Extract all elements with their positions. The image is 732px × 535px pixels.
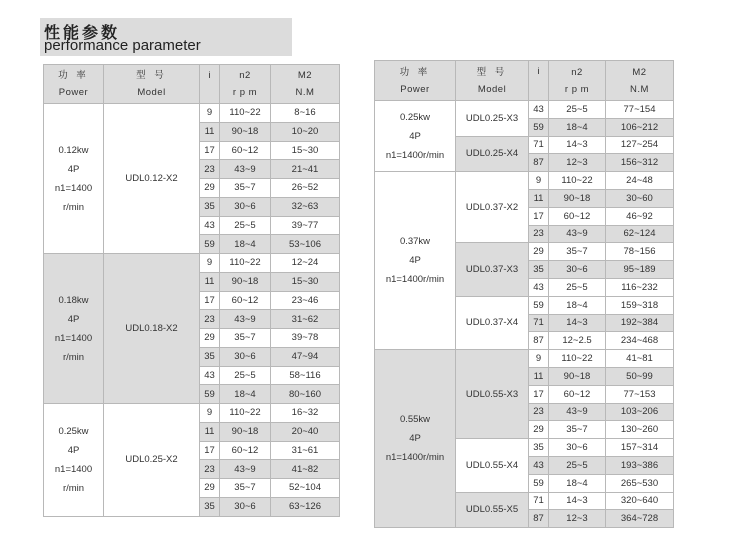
m2-cell: 192~384	[606, 314, 674, 332]
ratio-cell: 29	[200, 329, 220, 348]
n2-cell: 60~12	[549, 385, 606, 403]
performance-table-right	[374, 60, 674, 528]
m2-cell: 15~30	[271, 272, 340, 291]
ratio-cell: 17	[200, 291, 220, 310]
n2-cell: 35~7	[220, 179, 271, 198]
m2-cell: 12~24	[271, 254, 340, 273]
power-line: n1=1400r/min	[385, 149, 445, 161]
ratio-cell: 9	[529, 350, 549, 368]
power-line: n1=1400	[54, 332, 93, 344]
model-cell: UDL0.18-X2	[104, 254, 200, 404]
m2-cell: 39~77	[271, 216, 340, 235]
m2-cell: 31~61	[271, 441, 340, 460]
power-cell	[44, 404, 104, 517]
n2-cell: 110~22	[549, 350, 606, 368]
table-row	[375, 101, 674, 119]
power-line: r/min	[62, 201, 85, 213]
n2-cell: 14~3	[549, 136, 606, 154]
m2-cell: 53~106	[271, 235, 340, 254]
model-cell: UDL0.37-X3	[456, 243, 529, 296]
m2-cell: 32~63	[271, 197, 340, 216]
n2-cell: 90~18	[549, 189, 606, 207]
ratio-cell: 71	[529, 492, 549, 510]
ratio-header: i	[200, 65, 220, 104]
n2-cell: 14~3	[549, 314, 606, 332]
ratio-cell: 11	[200, 272, 220, 291]
n2-cell: 43~9	[549, 225, 606, 243]
n2-cell: 90~18	[549, 367, 606, 385]
ratio-cell: 29	[529, 421, 549, 439]
m2-cell: 31~62	[271, 310, 340, 329]
power-line: n1=1400	[54, 182, 93, 194]
ratio-cell: 59	[200, 235, 220, 254]
m2-cell: 39~78	[271, 329, 340, 348]
m2-cell: 106~212	[606, 118, 674, 136]
m2-cell: 8~16	[271, 104, 340, 123]
m2-cell: 20~40	[271, 422, 340, 441]
ratio-cell: 9	[200, 254, 220, 273]
ratio-cell: 59	[529, 118, 549, 136]
table-row	[44, 104, 340, 123]
ratio-cell: 87	[529, 510, 549, 528]
n2-cell: 30~6	[220, 497, 271, 516]
power-line: 0.25kw	[399, 111, 431, 123]
m2-cell: 265~530	[606, 474, 674, 492]
power-line: 0.18kw	[58, 294, 89, 306]
ratio-cell: 23	[529, 225, 549, 243]
n2-cell: 43~9	[220, 310, 271, 329]
n2-cell: 30~6	[220, 347, 271, 366]
m2-cell: 193~386	[606, 456, 674, 474]
power-line: 0.55kw	[399, 414, 431, 426]
m2-cell: 234~468	[606, 332, 674, 350]
ratio-cell: 11	[200, 122, 220, 141]
model-cell: UDL0.25-X4	[456, 136, 529, 172]
ratio-cell: 29	[529, 243, 549, 261]
power-line: r/min	[62, 351, 85, 363]
m2-cell: 52~104	[271, 479, 340, 498]
n2-cell: 12~3	[549, 154, 606, 172]
power-line: 4P	[67, 163, 80, 175]
n2-cell: 35~7	[549, 243, 606, 261]
model-cell: UDL0.37-X4	[456, 296, 529, 349]
power-line: 0.25kw	[58, 425, 89, 437]
model-header: 型 号 Model	[456, 61, 529, 101]
ratio-cell: 17	[529, 385, 549, 403]
ratio-cell: 23	[200, 160, 220, 179]
power-line: n1=1400r/min	[385, 452, 445, 464]
n2-cell: 18~4	[220, 385, 271, 404]
n2-cell: 43~9	[549, 403, 606, 421]
n2-cell: 35~7	[220, 329, 271, 348]
power-cell	[375, 172, 456, 350]
ratio-cell: 35	[529, 439, 549, 457]
m2-cell: 63~126	[271, 497, 340, 516]
m2-cell: 10~20	[271, 122, 340, 141]
power-line: 0.12kw	[58, 144, 89, 156]
ratio-cell: 59	[529, 296, 549, 314]
power-line: n1=1400	[54, 463, 93, 475]
ratio-cell: 11	[529, 189, 549, 207]
n2-cell: 25~5	[549, 456, 606, 474]
n2-cell: 110~22	[220, 254, 271, 273]
n2-cell: 43~9	[220, 460, 271, 479]
ratio-cell: 35	[200, 497, 220, 516]
n2-cell: 110~22	[220, 104, 271, 123]
ratio-cell: 59	[200, 385, 220, 404]
ratio-cell: 23	[529, 403, 549, 421]
table-body	[375, 101, 674, 528]
m2-cell: 159~318	[606, 296, 674, 314]
power-line: 4P	[67, 444, 80, 456]
ratio-cell: 43	[529, 456, 549, 474]
n2-cell: 43~9	[220, 160, 271, 179]
n2-cell: 12~2.5	[549, 332, 606, 350]
performance-table-left	[43, 64, 340, 517]
m2-header: M2 N.M	[271, 65, 340, 104]
m2-cell: 156~312	[606, 154, 674, 172]
m2-cell: 320~640	[606, 492, 674, 510]
m2-cell: 47~94	[271, 347, 340, 366]
n2-cell: 25~5	[549, 278, 606, 296]
table-body	[44, 104, 340, 517]
m2-cell: 364~728	[606, 510, 674, 528]
ratio-cell: 29	[200, 479, 220, 498]
m2-cell: 24~48	[606, 172, 674, 190]
section-header	[40, 18, 292, 56]
n2-cell: 35~7	[549, 421, 606, 439]
m2-cell: 16~32	[271, 404, 340, 423]
model-cell: UDL0.55-X3	[456, 350, 529, 439]
power-line: 4P	[409, 130, 421, 142]
m2-cell: 30~60	[606, 189, 674, 207]
m2-cell: 103~206	[606, 403, 674, 421]
m2-cell: 77~154	[606, 101, 674, 119]
n2-cell: 110~22	[220, 404, 271, 423]
ratio-cell: 9	[529, 172, 549, 190]
ratio-cell: 17	[529, 207, 549, 225]
m2-cell: 15~30	[271, 141, 340, 160]
power-cell	[375, 101, 456, 172]
ratio-cell: 11	[529, 367, 549, 385]
m2-cell: 50~99	[606, 367, 674, 385]
n2-cell: 60~12	[549, 207, 606, 225]
m2-cell: 78~156	[606, 243, 674, 261]
ratio-cell: 35	[529, 261, 549, 279]
n2-cell: 60~12	[220, 141, 271, 160]
n2-header: n2 r p m	[549, 61, 606, 101]
n2-cell: 25~5	[549, 101, 606, 119]
n2-cell: 60~12	[220, 441, 271, 460]
n2-cell: 30~6	[220, 197, 271, 216]
power-cell	[375, 350, 456, 528]
n2-cell: 14~3	[549, 492, 606, 510]
power-line: 0.37kw	[399, 236, 431, 248]
n2-cell: 12~3	[549, 510, 606, 528]
ratio-cell: 9	[200, 104, 220, 123]
m2-cell: 77~153	[606, 385, 674, 403]
power-line: 4P	[67, 313, 80, 325]
ratio-cell: 9	[200, 404, 220, 423]
ratio-cell: 23	[200, 310, 220, 329]
model-cell: UDL0.25-X2	[104, 404, 200, 517]
power-line: 4P	[409, 255, 421, 267]
n2-cell: 18~4	[549, 118, 606, 136]
ratio-cell: 71	[529, 136, 549, 154]
m2-cell: 23~46	[271, 291, 340, 310]
ratio-cell: 59	[529, 474, 549, 492]
ratio-header: i	[529, 61, 549, 101]
ratio-cell: 35	[200, 197, 220, 216]
n2-cell: 30~6	[549, 261, 606, 279]
ratio-cell: 43	[529, 278, 549, 296]
power-cell	[44, 104, 104, 254]
n2-cell: 18~4	[220, 235, 271, 254]
n2-cell: 110~22	[549, 172, 606, 190]
model-cell: UDL0.37-X2	[456, 172, 529, 243]
power-cell	[44, 254, 104, 404]
title-chinese: 性能参数	[44, 25, 121, 42]
ratio-cell: 87	[529, 154, 549, 172]
m2-cell: 26~52	[271, 179, 340, 198]
n2-cell: 35~7	[220, 479, 271, 498]
ratio-cell: 35	[200, 347, 220, 366]
n2-cell: 30~6	[549, 439, 606, 457]
m2-cell: 41~81	[606, 350, 674, 368]
model-cell: UDL0.55-X4	[456, 439, 529, 492]
m2-cell: 130~260	[606, 421, 674, 439]
m2-header: M2 N.M	[606, 61, 674, 101]
n2-cell: 60~12	[220, 291, 271, 310]
n2-cell: 18~4	[549, 296, 606, 314]
power-line: n1=1400r/min	[385, 274, 445, 286]
power-header: 功 率 Power	[375, 61, 456, 101]
model-cell: UDL0.12-X2	[104, 104, 200, 254]
ratio-cell: 43	[529, 101, 549, 119]
n2-cell: 90~18	[220, 272, 271, 291]
m2-cell: 46~92	[606, 207, 674, 225]
table-row	[375, 350, 674, 368]
power-header: 功 率 Power	[44, 65, 104, 104]
ratio-cell: 71	[529, 314, 549, 332]
table-row	[44, 254, 340, 273]
ratio-cell: 29	[200, 179, 220, 198]
table-row	[44, 404, 340, 423]
m2-cell: 58~116	[271, 366, 340, 385]
ratio-cell: 17	[200, 441, 220, 460]
n2-cell: 25~5	[220, 366, 271, 385]
n2-cell: 25~5	[220, 216, 271, 235]
m2-cell: 62~124	[606, 225, 674, 243]
m2-cell: 127~254	[606, 136, 674, 154]
model-cell: UDL0.55-X5	[456, 492, 529, 528]
power-line: r/min	[62, 482, 85, 494]
m2-cell: 95~189	[606, 261, 674, 279]
ratio-cell: 23	[200, 460, 220, 479]
title-english: performance parameter	[44, 37, 201, 54]
ratio-cell: 17	[200, 141, 220, 160]
model-cell: UDL0.25-X3	[456, 101, 529, 137]
ratio-cell: 43	[200, 216, 220, 235]
power-line: 4P	[409, 433, 421, 445]
m2-cell: 41~82	[271, 460, 340, 479]
n2-cell: 90~18	[220, 122, 271, 141]
table-row	[375, 172, 674, 190]
n2-cell: 18~4	[549, 474, 606, 492]
m2-cell: 116~232	[606, 278, 674, 296]
m2-cell: 21~41	[271, 160, 340, 179]
ratio-cell: 87	[529, 332, 549, 350]
ratio-cell: 43	[200, 366, 220, 385]
model-header: 型 号 Model	[104, 65, 200, 104]
n2-header: n2 r p m	[220, 65, 271, 104]
n2-cell: 90~18	[220, 422, 271, 441]
ratio-cell: 11	[200, 422, 220, 441]
m2-cell: 157~314	[606, 439, 674, 457]
m2-cell: 80~160	[271, 385, 340, 404]
